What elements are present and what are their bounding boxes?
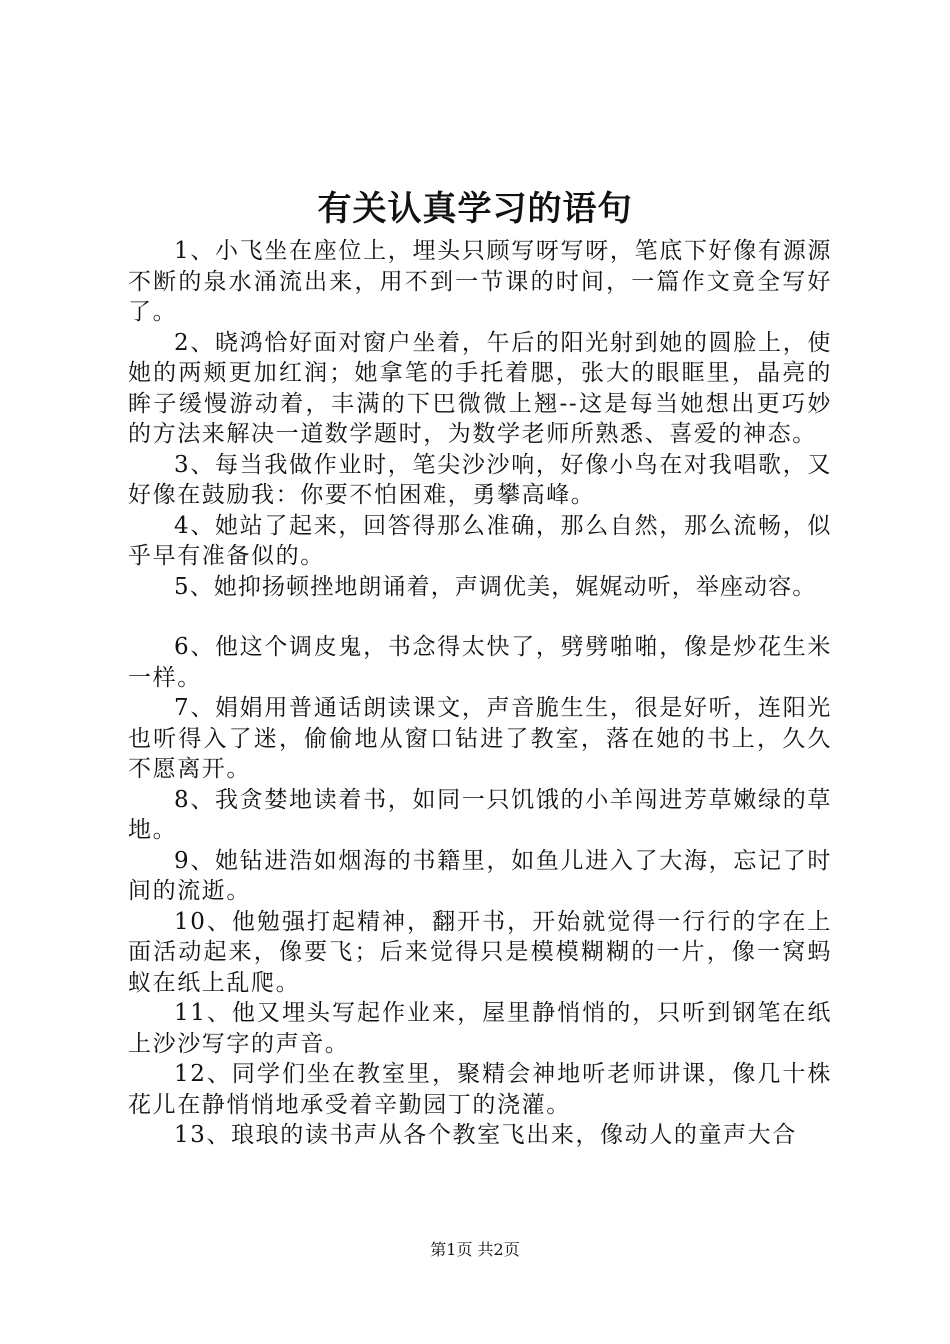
paragraph-gap <box>128 602 832 632</box>
paragraph-13: 13、琅琅的读书声从各个教室飞出来，像动人的童声大合 <box>174 1122 797 1148</box>
paragraph-11: 11、他又埋头写起作业来，屋里静悄悄的，只听到钢笔在纸上沙沙写字的声音。 <box>128 1000 832 1057</box>
paragraph-10: 10、他勉强打起精神，翻开书，开始就觉得一行行的字在上面活动起来，像要飞；后来觉得只是模模糊糊的一片，像一窝蚂蚁在纸上乱爬。 <box>128 908 832 996</box>
paragraph-9: 9、她钻进浩如烟海的书籍里，如鱼儿进入了大海，忘记了时间的流逝。 <box>128 847 832 904</box>
paragraph-1: 1、小飞坐在座位上，埋头只顾写呀写呀，笔底下好像有源源不断的泉水涌流出来，用不到一节课的时间，一篇作文竟全写好了。 <box>128 238 832 325</box>
paragraph-8: 8、我贪婪地读着书，如同一只饥饿的小羊闯进芳草嫩绿的草地。 <box>128 786 832 843</box>
paragraph-12: 12、同学们坐在教室里，聚精会神地听老师讲课，像几十株花儿在静悄悄地承受着辛勤园丁的浇灌。 <box>128 1061 832 1118</box>
paragraph-6: 6、他这个调皮鬼，书念得太快了，劈劈啪啪，像是炒花生米一样。 <box>128 634 832 691</box>
document-title: 有关认真学习的语句 <box>317 189 633 229</box>
paragraph-7: 7、娟娟用普通话朗读课文，声音脆生生，很是好听，连阳光也听得入了迷，偷偷地从窗口钻进了教室，落在她的书上，久久不愿离开。 <box>128 695 832 782</box>
paragraph-5: 5、她抑扬顿挫地朗诵着，声调优美，娓娓动听，举座动容。 <box>174 573 817 600</box>
paragraph-2: 2、晓鸿恰好面对窗户坐着，午后的阳光射到她的圆脸上，使她的两颊更加红润；她拿笔的手托着腮，张大的眼眶里，晶亮的眸子缓慢游动着，丰满的下巴微微上翘--这是每当她想出更巧妙的方法来解决一道数学题时，为数学老师所熟悉、喜爱的神态。 <box>128 329 832 447</box>
paragraph-4: 4、她站了起来，回答得那么准确，那么自然，那么流畅，似乎早有准备似的。 <box>128 512 832 569</box>
page-footer: 第1页 共2页 <box>430 1240 520 1259</box>
paragraph-3: 3、每当我做作业时，笔尖沙沙响，好像小鸟在对我唱歌，又好像在鼓励我：你要不怕困难，勇攀高峰。 <box>128 451 832 508</box>
document-body <box>128 236 832 1151</box>
